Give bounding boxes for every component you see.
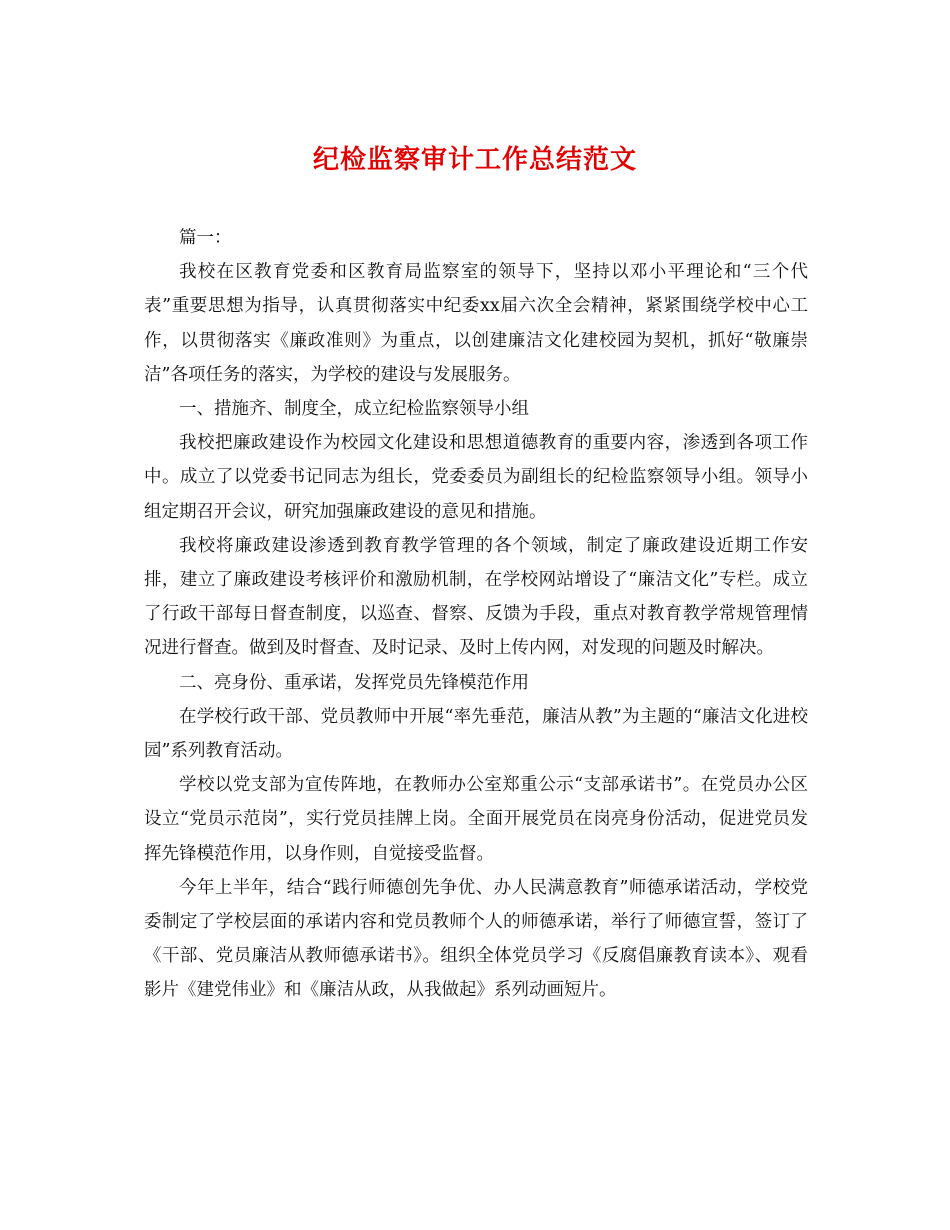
paragraph: 今年上半年，结合“践行师德创先争优、办人民满意教育”师德承诺活动，学校党委制定了学校层面的承诺内容和党员教师个人的师德承诺，举行了师德宣誓，签订了《干部、党员廉洁从教师德承诺书》。组织全体党员学习《反腐倡廉教育读本》、观看影片《建党伟业》和《廉洁从政，从我做起》系列动画短片。 xyxy=(144,877,808,1001)
document-title: 纪检监察审计工作总结范文 xyxy=(312,145,637,175)
paragraph: 在学校行政干部、党员教师中开展“率先垂范，廉洁从教”为主题的“廉洁文化进校园”系列教育活动。 xyxy=(144,706,808,762)
paragraph: 学校以党支部为宣传阵地，在教师办公室郑重公示“支部承诺书”。在党员办公区设立“党员示范岗”，实行党员挂牌上岗。全面开展党员在岗亮身份活动，促进党员发挥先锋模范作用，以身作则，自觉接受监督。 xyxy=(144,775,808,864)
section-heading-2: 二、亮身份、重承诺，发挥党员先锋模范作用 xyxy=(179,672,529,693)
paragraph: 我校将廉政建设渗透到教育教学管理的各个领域，制定了廉政建设近期工作安排，建立了廉政建设考核评价和激励机制，在学校网站增设了“廉洁文化”专栏。成立了行政干部每日督查制度，以巡查、督察、反馈为手段，重点对教育教学常规管理情况进行督查。做到及时督查、及时记录、及时上传内网，对发现的问题及时解决。 xyxy=(144,535,808,659)
paragraph-intro: 我校在区教育党委和区教育局监察室的领导下，坚持以邓小平理论和“三个代表”重要思想为指导，认真贯彻落实中纪委xx届六次全会精神，紧紧围绕学校中心工作，以贯彻落实《廉政准则》为重点，以创建廉洁文化建校园为契机，抓好“敬廉崇洁”各项任务的落实，为学校的建设与发展服务。 xyxy=(144,262,808,385)
section-heading-1: 一、措施齐、制度全，成立纪检监察领导小组 xyxy=(179,399,529,420)
paragraph-section-label: 篇一： xyxy=(179,228,232,248)
paragraph: 我校把廉政建设作为校园文化建设和思想道德教育的重要内容，渗透到各项工作中。成立了以党委书记同志为组长，党委委员为副组长的纪检监察领导小组。领导小组定期召开会议，研究加强廉政建设的意见和措施。 xyxy=(144,433,808,522)
document-body xyxy=(144,221,808,1008)
